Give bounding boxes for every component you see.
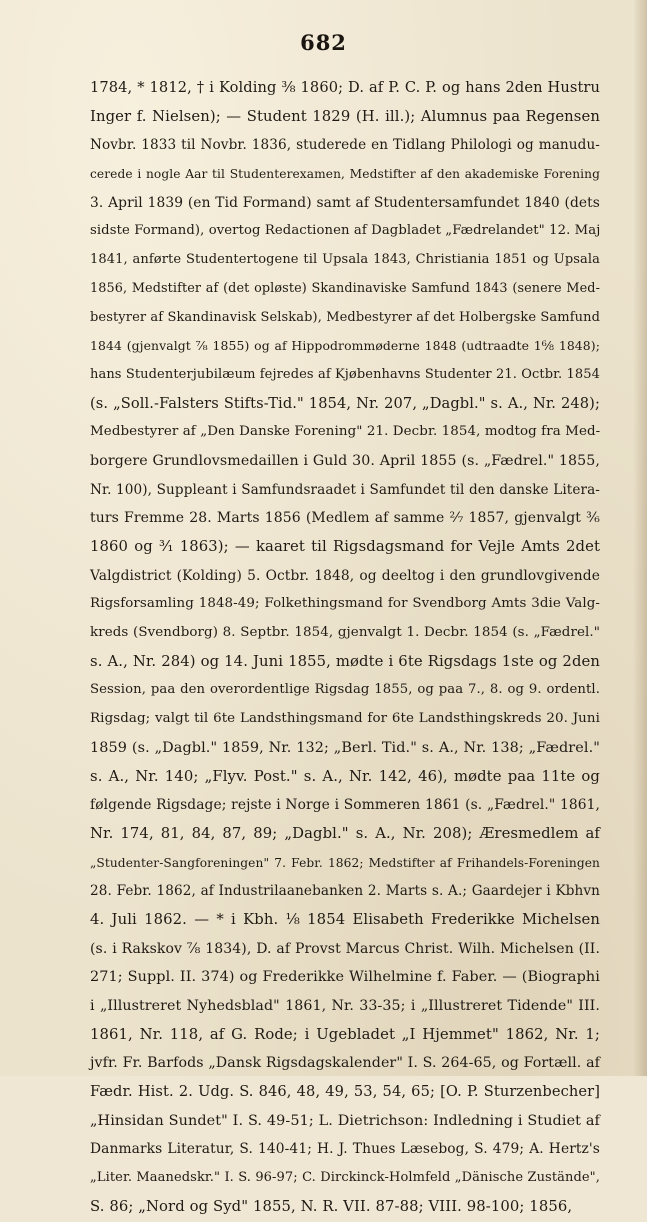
- text-line: (s. i Rakskov ⅞ 1834), D. af Provst Marcus Christ. Wilh. Michelsen (II.: [90, 940, 600, 957]
- text-line: bestyrer af Skandinavisk Selskab), Medbestyrer af det Holbergske Samfund: [90, 309, 600, 325]
- text-line: Inger f. Nielsen); — Student 1829 (H. ill.); Alumnus paa Regensen: [90, 107, 600, 125]
- text-line: „Hinsidan Sundet" I. S. 49-51; L. Dietrichson: Indledning i Studiet af: [90, 1112, 600, 1129]
- text-line: sidste Formand), overtog Redactionen af Dagbladet „Fædrelandet" 12. Maj: [90, 223, 601, 239]
- text-line: 271; Suppl. II. 374) og Frederikke Wilhelmine f. Faber. — (Biographi: [90, 969, 600, 986]
- text-line: s. A., Nr. 284) og 14. Juni 1855, mødte i 6te Rigsdags 1ste og 2den: [90, 652, 600, 670]
- text-line: „Liter. Maanedskr." I. S. 96-97; C. Dirckinck-Holmfeld „Dänische Zustände",: [90, 1170, 600, 1186]
- text-line: Valgdistrict (Kolding) 5. Octbr. 1848, og deeltog i den grundlovgivende: [90, 567, 600, 584]
- text-line: „Studenter-Sangforeningen" 7. Febr. 1862; Medstifter af Frihandels-Foreningen: [90, 855, 600, 870]
- text-line: 1861, Nr. 118, af G. Rode; i Ugebladet „I Hjemmet" 1862, Nr. 1;: [90, 1025, 600, 1043]
- text-line: (s. „Soll.-Falsters Stifts-Tid." 1854, Nr. 207, „Dagbl." s. A., Nr. 248);: [90, 394, 600, 412]
- text-line: Rigsdag; valgt til 6te Landsthingsmand for 6te Landsthingskreds 20. Juni: [90, 711, 600, 727]
- text-line: 1841, anførte Studentertogene til Upsala 1843, Christiania 1851 og Upsala: [90, 252, 600, 268]
- text-line: turs Fremme 28. Marts 1856 (Medlem af samme ²⁄₇ 1857, gjenvalgt ³⁄₆: [90, 510, 600, 527]
- text-line: S. 86; „Nord og Syd" 1855, N. R. VII. 87-88; VIII. 98-100; 1856,: [90, 1197, 573, 1215]
- text-line: i „Illustreret Nyhedsblad" 1861, Nr. 33-35; i „Illustreret Tidende" III.: [90, 998, 600, 1014]
- text-line: 1860 og ³⁄₁ 1863); — kaaret til Rigsdagsmand for Vejle Amts 2det: [90, 538, 600, 555]
- text-line: Medbestyrer af „Den Danske Forening" 21. Decbr. 1854, modtog fra Med-: [90, 424, 601, 440]
- page-edge-shadow: [633, 0, 647, 1076]
- page-number: 682: [300, 30, 347, 55]
- text-line: 3. April 1839 (en Tid Formand) samt af Studentersamfundet 1840 (dets: [90, 194, 600, 211]
- text-line: cerede i nogle Aar til Studenterexamen, Medstifter af den akademiske Forening: [90, 167, 600, 182]
- text-line: følgende Rigsdage; rejste i Norge i Sommeren 1861 (s. „Fædrel." 1861,: [90, 797, 600, 814]
- text-line: kreds (Svendborg) 8. Septbr. 1854, gjenvalgt 1. Decbr. 1854 (s. „Fædrel.": [90, 625, 600, 641]
- text-line: 1784, * 1812, † i Kolding ⅜ 1860; D. af P. C. P. og hans 2den Hustru: [90, 79, 600, 96]
- text-line: borgere Grundlovsmedaillen i Guld 30. April 1855 (s. „Fædrel." 1855,: [90, 452, 600, 469]
- text-line: jvfr. Fr. Barfods „Dansk Rigsdagskalender" I. S. 264-65, og Fortæll. af: [90, 1055, 600, 1072]
- text-line: Nr. 100), Suppleant i Samfundsraadet i Samfundet til den danske Litera-: [90, 481, 600, 498]
- text-line: 1844 (gjenvalgt ⅞ 1855) og af Hippodrommøderne 1848 (udtraadte 1⁶⁄₈ 1848);: [90, 338, 600, 354]
- text-line: 1856, Medstifter af (det opløste) Skandinaviske Samfund 1843 (senere Med-: [90, 280, 600, 296]
- text-line: 28. Febr. 1862, af Industrilaanebanken 2. Marts s. A.; Gaardejer i Kbhvn: [90, 883, 600, 900]
- text-line: Session, paa den overordentlige Rigsdag 1855, og paa 7., 8. og 9. ordentl.: [90, 682, 600, 698]
- text-line: 4. Juli 1862. — * i Kbh. ⅛ 1854 Elisabeth Frederikke Michelsen: [90, 910, 600, 928]
- text-line: Novbr. 1833 til Novbr. 1836, studerede en Tidlang Philologi og manudu-: [90, 137, 600, 154]
- text-line: Danmarks Literatur, S. 140-41; H. J. Thues Læsebog, S. 479; A. Hertz's: [90, 1141, 600, 1158]
- text-line: Fædr. Hist. 2. Udg. S. 846, 48, 49, 53, 54, 65; [O. P. Sturzenbecher]: [90, 1083, 600, 1101]
- text-line: 1859 (s. „Dagbl." 1859, Nr. 132; „Berl. Tid." s. A., Nr. 138; „Fædrel.": [90, 739, 600, 756]
- text-line: Nr. 174, 81, 84, 87, 89; „Dagbl." s. A., Nr. 208); Æresmedlem af: [90, 824, 600, 842]
- body-text: [90, 74, 600, 1222]
- text-line: Rigsforsamling 1848-49; Folkethingsmand for Svendborg Amts 3die Valg-: [90, 596, 600, 612]
- text-line: hans Studenterjubilæum fejredes af Kjøbenhavns Studenter 21. Octbr. 1854: [90, 366, 600, 382]
- text-line: s. A., Nr. 140; „Flyv. Post." s. A., Nr. 142, 46), mødte paa 11te og: [90, 767, 600, 785]
